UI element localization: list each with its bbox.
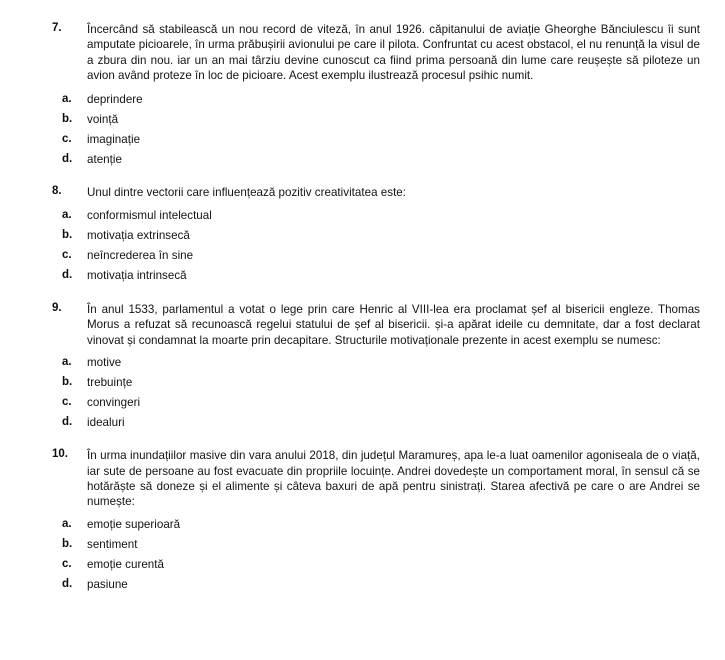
option-text: motive [87, 356, 122, 370]
option-item[interactable] [0, 225, 725, 245]
option-text: neîncrederea în sine [87, 249, 194, 263]
option-item[interactable] [0, 412, 725, 432]
option-text: convingeri [87, 396, 141, 410]
question-number-10: 10. [52, 448, 68, 461]
question-header-10 [0, 448, 725, 510]
option-item[interactable] [0, 574, 725, 594]
question-list [0, 22, 725, 594]
question-block-8 [0, 185, 725, 285]
option-text: emoție curentă [87, 557, 164, 571]
option-item[interactable] [0, 352, 725, 372]
option-text: voință [87, 112, 119, 126]
question-header-8 [0, 185, 725, 200]
option-text: deprindere [87, 92, 143, 106]
question-stem-7: Încercând să stabilească un nou record de viteză, în anul 1926. căpitanului de aviație Gheorghe Bănciulescu îi sunt amputate picioarele, în urma prăbușirii avionului pe care il pilota. Confruntat cu acest obstacol, el nu renunță la visul de a zbura din nou. iar un an mai târziu devine cunoscut ca fiind prima persoană din lume care reușește să piloteze un avion având proteze în loc de picioare. Acest exemplu ilustrează procesul psihic numit. [87, 23, 700, 83]
option-text: imaginație [87, 132, 141, 146]
option-letter: c. [62, 557, 72, 570]
option-item[interactable] [0, 372, 725, 392]
option-text: emoție superioară [87, 517, 181, 531]
option-letter: b. [62, 229, 73, 242]
option-letter: c. [62, 396, 72, 409]
option-letter: c. [62, 249, 72, 262]
option-letter: d. [62, 152, 73, 165]
option-item[interactable] [0, 554, 725, 574]
question-header-9 [0, 302, 725, 348]
question-stem-9: În anul 1533, parlamentul a votat o lege prin care Henric al VIII-lea era proclamat șef al bisericii engleze. Thomas Morus a refuzat să recunoască regelui statului de șef al bisericii. și-a apărat ideile cu demnitate, dar a fost declarat vinovat și condamnat la moarte prin decapitare. Structurile motivaționale prezente in acest exemplu se numesc: [87, 303, 700, 347]
options-list-9 [0, 352, 725, 432]
question-stem-8: Unul dintre vectorii care influențează pozitiv creativitatea este: [87, 185, 407, 199]
option-letter: a. [62, 92, 72, 105]
option-item[interactable] [0, 245, 725, 265]
option-item[interactable] [0, 205, 725, 225]
option-item[interactable] [0, 534, 725, 554]
option-text: motivația intrinsecă [87, 269, 187, 283]
option-text: atenție [87, 152, 122, 166]
option-letter: b. [62, 376, 73, 389]
option-letter: b. [62, 112, 73, 125]
option-text: trebuințe [87, 376, 133, 390]
option-letter: a. [62, 209, 72, 222]
option-item[interactable] [0, 514, 725, 534]
question-block-10 [0, 448, 725, 594]
question-stem-10: În urma inundațiilor masive din vara anului 2018, din județul Maramureș, apa le-a luat oamenilor agoniseala de o viață, iar sute de persoane au fost evacuate din propriile locuințe. Andrei dovedește un comportament moral, în sensul că se hotărăște să doneze și el alimente și câteva baxuri de apă pentru sinistrați. Starea afectivă pe care o are Andrei se numește: [87, 449, 700, 509]
option-text: sentiment [87, 537, 138, 551]
option-letter: a. [62, 517, 72, 530]
option-item[interactable] [0, 265, 725, 285]
option-text: conformismul intelectual [87, 209, 212, 223]
option-text: pasiune [87, 577, 128, 591]
option-letter: b. [62, 537, 73, 550]
option-letter: d. [62, 577, 73, 590]
option-letter: a. [62, 356, 72, 369]
option-item[interactable] [0, 149, 725, 169]
options-list-10 [0, 514, 725, 594]
option-letter: d. [62, 416, 73, 429]
question-number-7: 7. [52, 22, 62, 34]
option-letter: d. [62, 269, 73, 282]
option-text: motivația extrinsecă [87, 229, 190, 243]
option-item[interactable] [0, 89, 725, 109]
option-item[interactable] [0, 129, 725, 149]
option-item[interactable] [0, 109, 725, 129]
option-letter: c. [62, 132, 72, 145]
options-list-8 [0, 205, 725, 285]
options-list-7 [0, 89, 725, 169]
question-header-7 [0, 22, 725, 84]
question-number-8: 8. [52, 184, 62, 197]
question-number-9: 9. [52, 302, 62, 315]
option-item[interactable] [0, 392, 725, 412]
question-block-9 [0, 302, 725, 432]
question-block-7 [0, 22, 725, 169]
option-text: idealuri [87, 416, 125, 430]
